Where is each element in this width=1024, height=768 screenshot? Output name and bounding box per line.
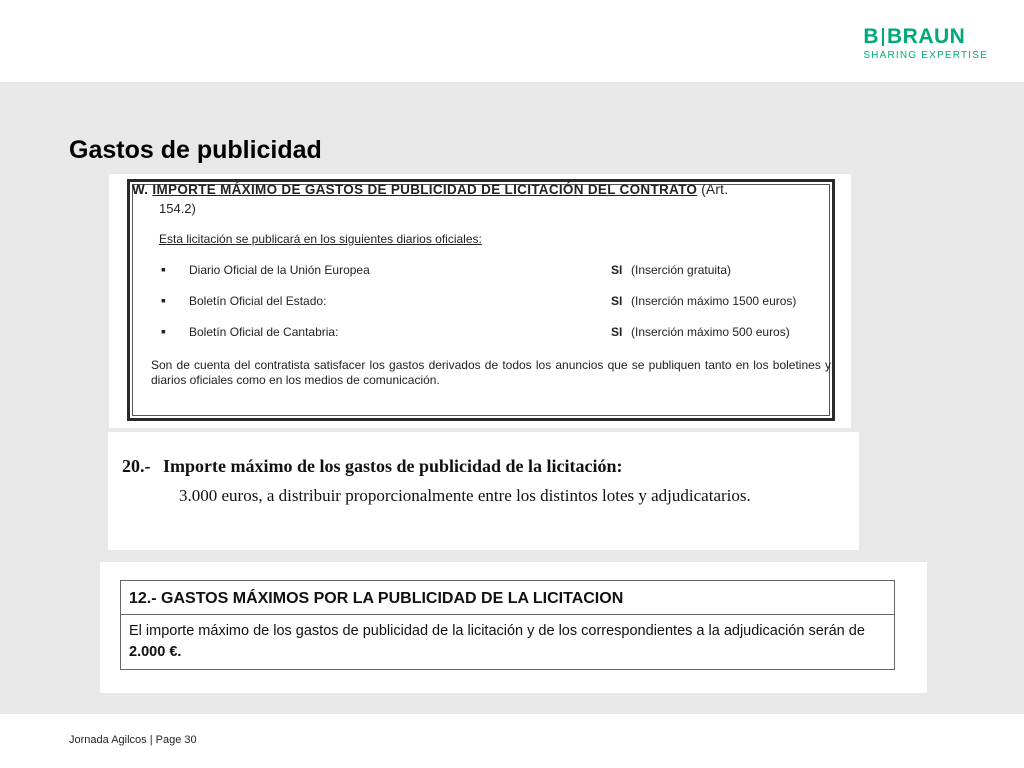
item-si: SI bbox=[611, 263, 623, 277]
heading-article: (Art. bbox=[701, 182, 729, 197]
heading-text: IMPORTE MÁXIMO DE GASTOS DE PUBLICIDAD DE LICITACIÓN DEL CONTRATO bbox=[152, 182, 698, 197]
logo-braun: BRAUN bbox=[886, 25, 966, 48]
excerpt-3-body bbox=[121, 615, 895, 670]
bullet-icon: ▪ bbox=[161, 292, 166, 308]
item-detail: (Inserción máximo 500 euros) bbox=[631, 325, 790, 339]
item-si: SI bbox=[611, 325, 623, 339]
clause-number: 20.- bbox=[122, 456, 151, 476]
item-name: Diario Oficial de la Unión Europea bbox=[189, 263, 370, 277]
document-excerpt-2 bbox=[108, 432, 859, 550]
excerpt-3-table bbox=[120, 580, 895, 670]
item-detail: (Inserción máximo 1500 euros) bbox=[631, 294, 797, 308]
logo-b: B bbox=[863, 25, 879, 48]
document-excerpt-1 bbox=[109, 174, 851, 428]
excerpt-1-footer: Son de cuenta del contratista satisfacer los gastos derivados de todos los anuncios que se publiquen tanto en los boletines y diarios oficiales como en los medios de comunicación. bbox=[151, 358, 831, 387]
excerpt-2-body: 3.000 euros, a distribuir proporcionalmente entre los distintos lotes y adjudicatarios. bbox=[179, 486, 751, 505]
item-detail: (Inserción gratuita) bbox=[631, 263, 732, 277]
bullet-icon: ▪ bbox=[161, 323, 166, 339]
logo-wordmark bbox=[863, 26, 988, 48]
clause-title: Importe máximo de los gastos de publicidad de la licitación: bbox=[163, 456, 623, 476]
bbraun-logo bbox=[863, 26, 988, 61]
excerpt-3-heading: 12.- GASTOS MÁXIMOS POR LA PUBLICIDAD DE LA LICITACION bbox=[121, 581, 895, 615]
slide-content bbox=[0, 82, 1024, 714]
item-name: Boletín Oficial del Estado: bbox=[189, 294, 327, 308]
item-name: Boletín Oficial de Cantabria: bbox=[189, 325, 339, 339]
top-bar bbox=[0, 0, 1024, 82]
heading-article-cont: 154.2) bbox=[159, 201, 196, 216]
excerpt-2-heading bbox=[122, 456, 623, 477]
item-si: SI bbox=[611, 294, 623, 308]
slide-title: Gastos de publicidad bbox=[69, 136, 322, 164]
excerpt-1-intro: Esta licitación se publicará en los siguientes diarios oficiales: bbox=[159, 232, 482, 246]
max-amount: 2.000 €. bbox=[129, 644, 182, 660]
body-text: El importe máximo de los gastos de publicidad de la licitación y de los correspondientes a la adjudicación serán de bbox=[129, 623, 865, 639]
logo-tagline: SHARING EXPERTISE bbox=[863, 50, 988, 61]
slide-footer: Jornada Agilcos | Page 30 bbox=[69, 734, 197, 746]
excerpt-1-heading bbox=[132, 182, 728, 197]
heading-letter: W. bbox=[132, 182, 149, 197]
document-excerpt-3 bbox=[100, 562, 927, 693]
logo-divider bbox=[882, 28, 884, 46]
bullet-icon: ▪ bbox=[161, 261, 166, 277]
